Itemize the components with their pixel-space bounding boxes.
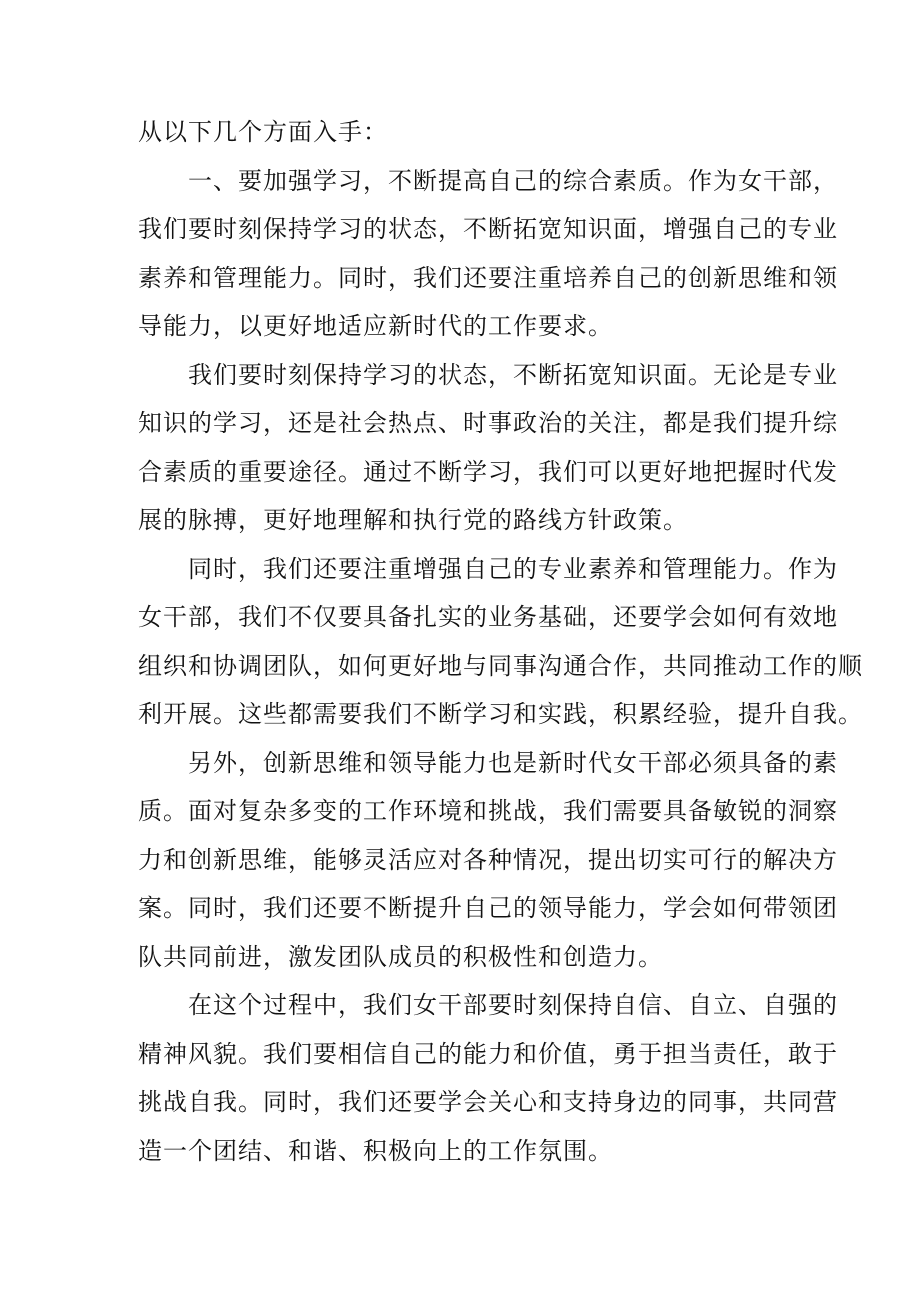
text-line: 挑战自我。同时，我们还要学会关心和支持身边的同事，共同营 [138,1088,838,1116]
paragraph-innovation-leadership [138,739,838,982]
text-line: 质。面对复杂多变的工作环境和挑战，我们需要具备敏锐的洞察 [138,797,838,825]
paragraph-professional-skills [138,545,863,739]
paragraph-study-heading [138,157,838,351]
text-line: 组织和协调团队，如何更好地与同事沟通合作，共同推动工作的顺 [138,651,863,680]
text-line: 展的脉搏，更好地理解和执行党的路线方针政策。 [138,506,688,534]
text-line: 另外，创新思维和领导能力也是新时代女干部必须具备的素 [188,748,838,777]
text-line: 导能力，以更好地适应新时代的工作要求。 [138,312,613,340]
text-line: 力和创新思维，能够灵活应对各种情况，提出切实可行的解决方 [138,845,838,874]
text-line: 在这个过程中，我们女干部要时刻保持自信、自立、自强的 [188,991,838,1019]
paragraph-knowledge [138,351,838,545]
document-body [138,108,863,1175]
text-line: 素养和管理能力。同时，我们还要注重培养自己的创新思维和领 [138,263,838,292]
paragraph-confidence [138,981,838,1175]
text-line: 一、要加强学习，不断提高自己的综合素质。作为女干部， [188,166,838,195]
text-line: 我们要时刻保持学习的状态，不断拓宽知识面，增强自己的专业 [138,215,838,243]
text-line: 利开展。这些都需要我们不断学习和实践，积累经验，提升自我。 [138,700,863,728]
text-line: 从以下几个方面入手： [138,118,388,146]
text-line: 造一个团结、和谐、积极向上的工作氛围。 [138,1136,613,1165]
paragraph-intro [138,108,793,157]
text-line: 知识的学习，还是社会热点、时事政治的关注，都是我们提升综 [138,409,838,437]
text-line: 同时，我们还要注重增强自己的专业素养和管理能力。作为 [188,554,838,583]
text-line: 合素质的重要途径。通过不断学习，我们可以更好地把握时代发 [138,457,838,486]
text-line: 队共同前进，激发团队成员的积极性和创造力。 [138,942,663,971]
text-line: 案。同时，我们还要不断提升自己的领导能力，学会如何带领团 [138,894,838,922]
text-line: 我们要时刻保持学习的状态，不断拓宽知识面。无论是专业 [188,360,838,389]
text-line: 女干部，我们不仅要具备扎实的业务基础，还要学会如何有效地 [138,603,838,631]
text-line: 精神风貌。我们要相信自己的能力和价值，勇于担当责任，敢于 [138,1039,838,1068]
